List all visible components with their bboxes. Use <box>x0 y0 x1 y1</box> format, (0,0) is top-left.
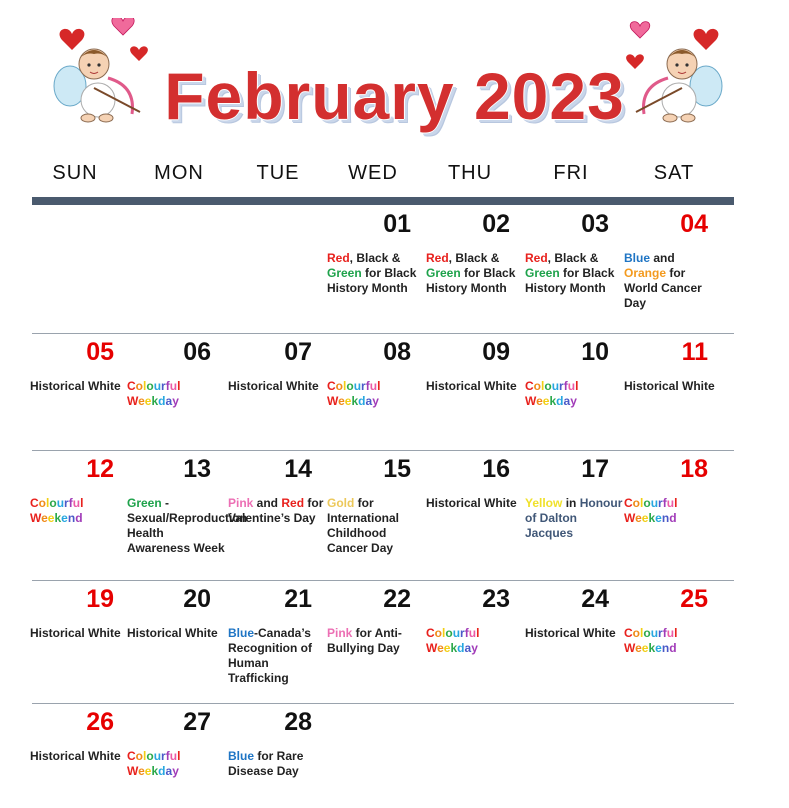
note-text: Historical White <box>30 379 121 393</box>
day-number: 12 <box>86 455 114 483</box>
day-note <box>327 251 425 296</box>
weekday-fri: FRI <box>553 162 589 184</box>
note-text: Orange <box>624 266 667 280</box>
day-number: 01 <box>383 210 411 238</box>
day-number: 18 <box>680 455 708 483</box>
day-note <box>127 626 225 641</box>
day-number: 10 <box>581 338 609 366</box>
day-note <box>228 496 326 526</box>
note-text: , Black & <box>448 251 500 265</box>
day-note <box>127 379 225 409</box>
row-divider <box>32 333 734 334</box>
note-text: Pink <box>327 626 353 640</box>
note-text: , Black & <box>349 251 401 265</box>
weekday-wed: WED <box>348 162 398 184</box>
day-number: 13 <box>183 455 211 483</box>
note-text: for Black History Month <box>426 266 516 295</box>
day-note <box>525 496 623 541</box>
weekday-sat: SAT <box>653 162 695 184</box>
day-number: 26 <box>86 708 114 736</box>
day-note <box>624 496 722 526</box>
note-text: Green <box>127 496 162 510</box>
day-note <box>30 379 128 394</box>
note-text: Weekday <box>127 764 179 778</box>
note-text: Historical White <box>127 626 218 640</box>
note-text: Green <box>426 266 461 280</box>
weekday-thu: THU <box>447 162 493 184</box>
note-text: - Sexual/Reproduction Health Awareness Week <box>127 496 248 555</box>
day-number: 05 <box>86 338 114 366</box>
day-number: 24 <box>581 585 609 613</box>
day-number: 04 <box>680 210 708 238</box>
note-text: Historical White <box>426 496 517 510</box>
day-note <box>525 626 623 641</box>
note-text: Green <box>525 266 560 280</box>
day-number: 11 <box>681 338 708 366</box>
note-text: for Rare Disease Day <box>228 749 304 778</box>
note-text: -Canada’s Recognition of Human Trafficking <box>228 626 312 685</box>
note-text: , Black & <box>547 251 599 265</box>
day-note <box>327 496 425 556</box>
day-number: 17 <box>581 455 609 483</box>
weekday-sun: SUN <box>52 162 98 184</box>
note-text: Historical White <box>426 379 517 393</box>
day-number: 03 <box>581 210 609 238</box>
note-text: Gold <box>327 496 355 510</box>
note-text: Red <box>327 251 350 265</box>
note-text: Colourful <box>525 379 579 393</box>
day-number: 09 <box>482 338 510 366</box>
note-text: for International Childhood Cancer Day <box>327 496 400 555</box>
header-divider <box>32 197 734 205</box>
note-text: Red <box>281 496 305 510</box>
note-text: Colourful <box>624 496 678 510</box>
note-text: Yellow <box>525 496 563 510</box>
note-text: Colourful <box>426 626 480 640</box>
day-note <box>426 496 524 511</box>
day-number: 08 <box>383 338 411 366</box>
note-text: for World Cancer Day <box>624 266 702 310</box>
day-number: 14 <box>284 455 312 483</box>
note-text: Colourful <box>624 626 678 640</box>
note-text: in <box>562 496 580 510</box>
day-number: 16 <box>482 455 510 483</box>
note-text: Weekday <box>327 394 379 408</box>
note-text: Weekday <box>426 641 478 655</box>
note-text: Weekend <box>624 641 677 655</box>
day-note <box>30 626 128 641</box>
day-note <box>624 379 734 394</box>
day-note <box>426 626 524 656</box>
note-text: Colourful <box>327 379 381 393</box>
note-text: Colourful <box>127 749 181 763</box>
note-text: for Valentine’s Day <box>228 496 324 525</box>
note-text: Colourful <box>30 496 84 510</box>
note-text: Weekday <box>127 394 179 408</box>
day-note <box>327 379 425 409</box>
day-note <box>228 749 326 779</box>
row-divider <box>32 450 734 451</box>
day-note <box>228 379 326 394</box>
note-text: and <box>650 251 675 265</box>
day-number: 23 <box>482 585 510 613</box>
day-number: 21 <box>284 585 312 613</box>
day-number: 06 <box>183 338 211 366</box>
row-divider <box>32 580 734 581</box>
note-text: Blue <box>228 749 255 763</box>
day-number: 19 <box>86 585 114 613</box>
day-number: 15 <box>383 455 411 483</box>
day-note <box>426 379 524 394</box>
note-text: for Black History Month <box>327 266 417 295</box>
day-number: 02 <box>482 210 510 238</box>
weekday-tue: TUE <box>256 162 300 184</box>
day-note <box>30 496 128 526</box>
day-note <box>624 626 722 656</box>
note-text: and <box>253 496 282 510</box>
note-text: Blue <box>228 626 255 640</box>
note-text: Historical White <box>525 626 616 640</box>
day-note <box>525 379 623 409</box>
day-number: 27 <box>183 708 211 736</box>
note-text: Blue <box>624 251 651 265</box>
note-text: Historical White <box>30 749 121 763</box>
day-note <box>624 251 722 311</box>
day-number: 07 <box>284 338 312 366</box>
note-text: Red <box>525 251 548 265</box>
note-text: Weekend <box>624 511 677 525</box>
weekday-mon: MON <box>154 162 204 184</box>
day-note <box>426 251 524 296</box>
day-number: 25 <box>680 585 708 613</box>
calendar-title: February 2023 <box>164 59 625 133</box>
note-text: Pink <box>228 496 254 510</box>
row-divider <box>32 703 734 704</box>
note-text: Historical White <box>624 379 715 393</box>
day-number: 28 <box>284 708 312 736</box>
day-number: 22 <box>383 585 411 613</box>
note-text: for Anti-Bullying Day <box>327 626 402 655</box>
note-text: Green <box>327 266 362 280</box>
day-note <box>30 749 128 764</box>
day-number: 20 <box>183 585 211 613</box>
day-note <box>327 626 425 656</box>
day-note <box>228 626 326 686</box>
note-text: Weekday <box>525 394 577 408</box>
day-note <box>525 251 623 296</box>
day-note <box>127 749 225 779</box>
note-text: Colourful <box>127 379 181 393</box>
note-text: for Black History Month <box>525 266 615 295</box>
note-text: Weekend <box>30 511 83 525</box>
note-text: Red <box>426 251 449 265</box>
note-text: Historical White <box>30 626 121 640</box>
note-text: Honour of Dalton Jacques <box>525 496 623 540</box>
note-text: Historical White <box>228 379 319 393</box>
